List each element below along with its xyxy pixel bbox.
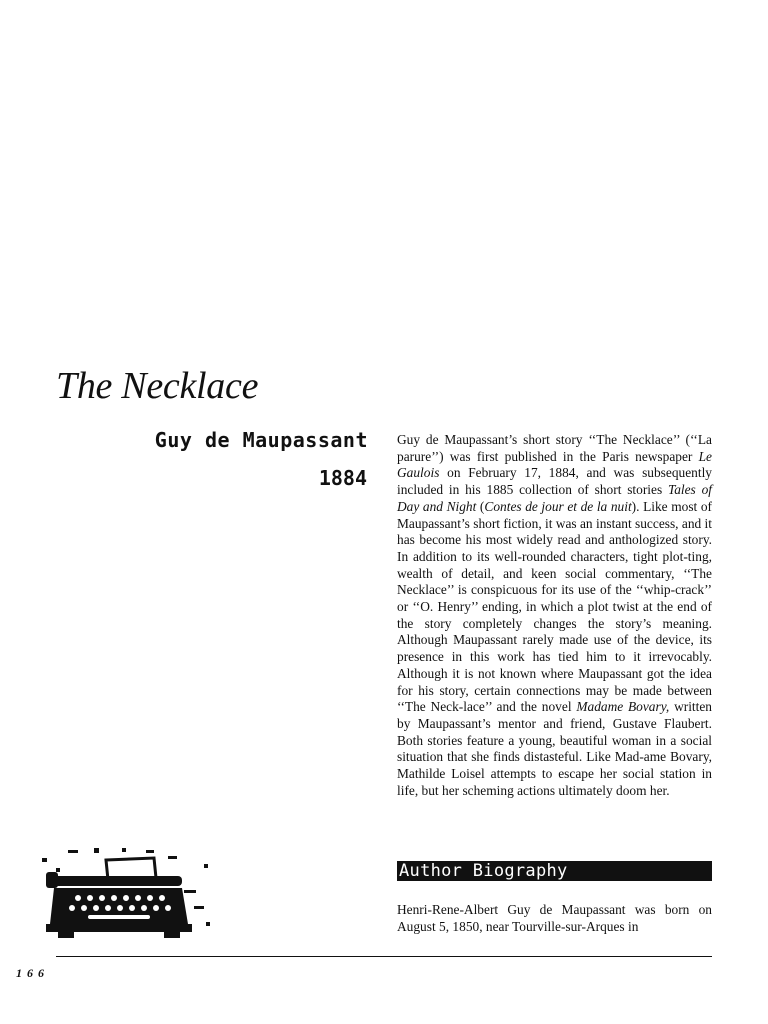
intro-text-run: ( <box>476 498 485 514</box>
footer-rule <box>56 956 712 957</box>
publication-year: 1884 <box>318 466 367 490</box>
page-number: 166 <box>16 966 49 980</box>
intro-text-run: written by Maupassant’s mentor and friend, Gustave Flaubert. Both stories feature a young, beautiful woman in a social situation that she finds distasteful. Like Mad-ame Bovary, Mathilde Loisel attempts to escape her social station in life, but her scheming actions ultimately doom her. <box>397 699 713 798</box>
intro-italic-run: Madame Bovary, <box>576 699 670 715</box>
typewriter-icon <box>36 842 222 942</box>
intro-text-run: Guy de Maupassant’s short story ‘‘The Necklace’’ (‘‘La parure’’) was first published in the Paris newspaper <box>397 432 712 464</box>
intro-italic-run: Tales of Day and Night <box>397 482 712 514</box>
biography-paragraph: Henri-Rene-Albert Guy de Maupassant was born on August 5, 1850, near Tourville-sur-Arques in <box>397 902 712 934</box>
intro-italic-run: Contes de jour et de la nuit <box>484 498 632 514</box>
intro-paragraph <box>397 432 712 799</box>
author-name: Guy de Maupassant <box>154 428 368 452</box>
section-heading: Author Biography <box>397 861 712 881</box>
article-title: The Necklace <box>56 365 259 407</box>
intro-italic-run: Le Gaulois <box>397 448 712 481</box>
intro-text-run: on February 17, 1884, and was subsequently included in his 1885 collection of short stories <box>397 465 712 498</box>
intro-text-run: ). Like most of Maupassant’s short fiction, it was an instant success, and it has become his most widely read and anthologized story. In addition to its well-rounded characters, tight plot-ting, wealth of detail, and keen social commentary, ‘‘The Necklace’’ is conspicuous for its use of the ‘‘whip-crack’’ or ‘‘O. Henry’’ ending, in which a plot twist at the end of the story completely changes the story’s meaning. Although Maupassant rarely made use of the device, its presence in this work has tied him to it irrevocably. Although it is not known where Maupassant got the idea for his story, certain connections may be made between ‘‘The Neck-lace’’ and the novel <box>397 498 712 715</box>
